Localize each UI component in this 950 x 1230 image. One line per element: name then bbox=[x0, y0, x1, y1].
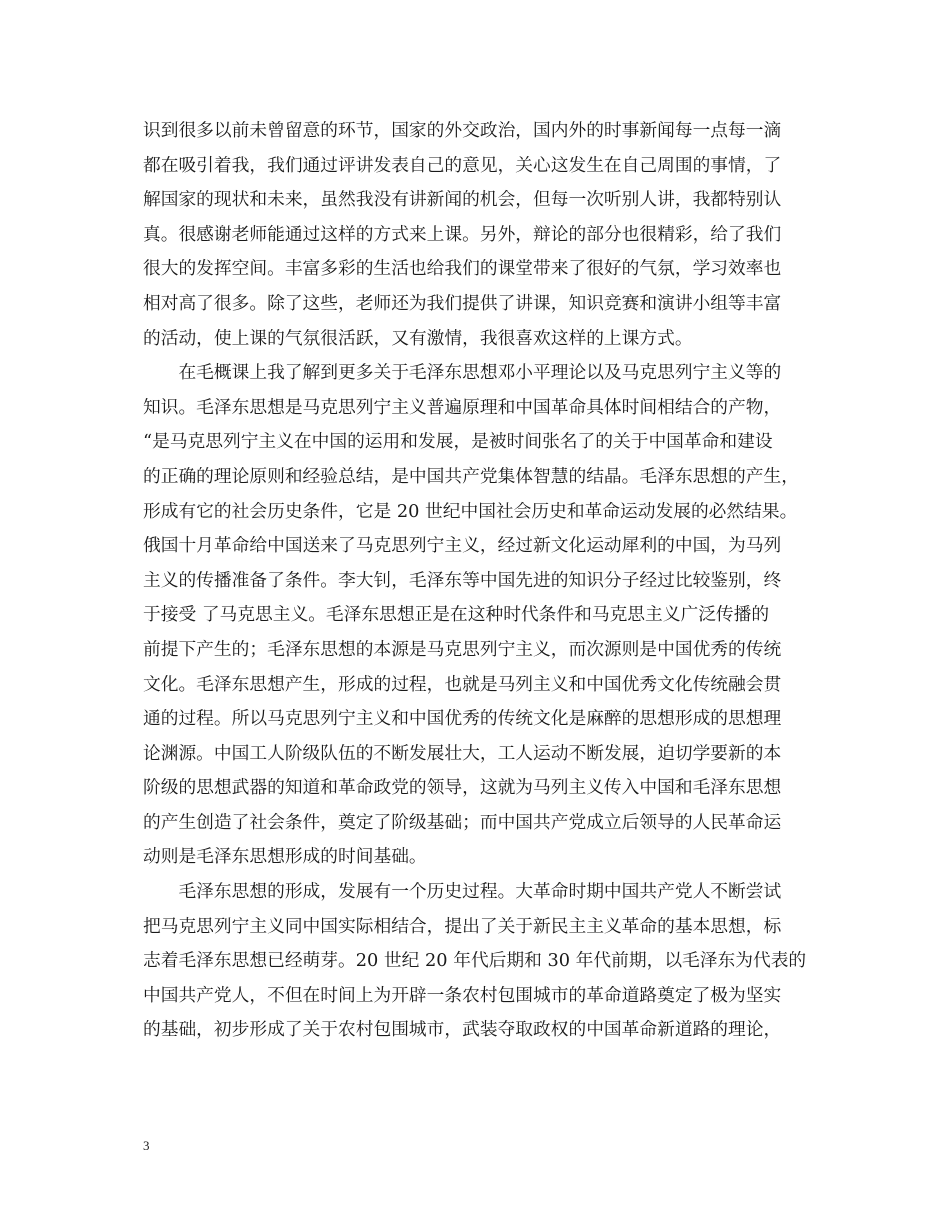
text-line: 于接受 了马克思主义。毛泽东思想正是在这种时代条件和马克思主义广泛传播的 bbox=[143, 604, 770, 626]
text-line: 知识。毛泽东思想是马克思列宁主义普遍原理和中国革命具体时间相结合的产物， bbox=[143, 396, 782, 418]
text-line: 论渊源。中国工人阶级队伍的不断发展壮大，工人运动不断发展，迫切学要新的本 bbox=[143, 742, 782, 764]
text-line: 毛泽东思想的形成，发展有一个历史过程。大革命时期中国共产党人不断尝试 bbox=[143, 881, 782, 903]
text-line: 识到很多以前未曾留意的环节，国家的外交政治，国内外的时事新闻每一点每一滴 bbox=[143, 120, 782, 141]
text-line: 都在吸引着我，我们通过评讲发表自己的意见，关心这发生在自己周围的事情，了 bbox=[143, 154, 782, 176]
body-text bbox=[143, 114, 813, 1048]
text-line: 文化。毛泽东思想产生，形成的过程，也就是马列主义和中国优秀文化传统融会贯 bbox=[143, 673, 782, 695]
text-line: 志着毛泽东思想已经萌芽。20 世纪 20 年代后期和 30 年代前期，以毛泽东为代表的 bbox=[143, 950, 807, 972]
text-line: 的活动，使上课的气氛很活跃，又有激情，我很喜欢这样的上课方式。 bbox=[143, 327, 693, 349]
text-line: 在毛概课上我了解到更多关于毛泽东思想邓小平理论以及马克思列宁主义等的 bbox=[143, 362, 782, 384]
text-line: 很大的发挥空间。丰富多彩的生活也给我们的课堂带来了很好的气氛，学习效率也 bbox=[143, 258, 782, 280]
text-line: 把马克思列宁主义同中国实际相结合，提出了关于新民主主义革命的基本思想，标 bbox=[143, 915, 782, 937]
text-line: 的产生创造了社会条件，奠定了阶级基础；而中国共产党成立后领导的人民革命运 bbox=[143, 811, 782, 833]
text-line: 前提下产生的；毛泽东思想的本源是马克思列宁主义，而次源则是中国优秀的传统 bbox=[143, 638, 782, 660]
text-line: 主义的传播准备了条件。李大钊，毛泽东等中国先进的知识分子经过比较鉴别，终 bbox=[143, 569, 782, 591]
text-line: “是马克思列宁主义在中国的运用和发展，是被时间张名了的关于中国革命和建设 bbox=[143, 431, 773, 453]
text-line: 通的过程。所以马克思列宁主义和中国优秀的传统文化是麻醉的思想形成的思想理 bbox=[143, 708, 782, 730]
text-line: 的正确的理论原则和经验总结，是中国共产党集体智慧的结晶。毛泽东思想的产生， bbox=[143, 465, 799, 487]
page-number: 3 bbox=[143, 1138, 150, 1153]
text-line: 形成有它的社会历史条件，它是 20 世纪中国社会历史和革命运动发展的必然结果。 bbox=[143, 500, 798, 522]
text-line: 真。很感谢老师能通过这样的方式来上课。另外，辩论的部分也很精彩，给了我们 bbox=[143, 223, 782, 245]
text-line: 动则是毛泽东思想形成的时间基础。 bbox=[143, 846, 427, 868]
text-line: 相对高了很多。除了这些，老师还为我们提供了讲课，知识竞赛和演讲小组等丰富 bbox=[143, 292, 782, 314]
text-line: 解国家的现状和未来，虽然我没有讲新闻的机会，但每一次听别人讲，我都特别认 bbox=[143, 189, 782, 211]
text-line: 中国共产党人，不但在时间上为开辟一条农村包围城市的革命道路奠定了极为坚实 bbox=[143, 984, 782, 1006]
text-line: 的基础，初步形成了关于农村包围城市，武装夺取政权的中国革命新道路的理论， bbox=[143, 1019, 782, 1041]
text-line: 阶级的思想武器的知道和革命政党的领导，这就为马列主义传入中国和毛泽东思想 bbox=[143, 777, 782, 799]
text-line: 俄国十月革命给中国送来了马克思列宁主义，经过新文化运动犀利的中国，为马列 bbox=[143, 535, 782, 557]
